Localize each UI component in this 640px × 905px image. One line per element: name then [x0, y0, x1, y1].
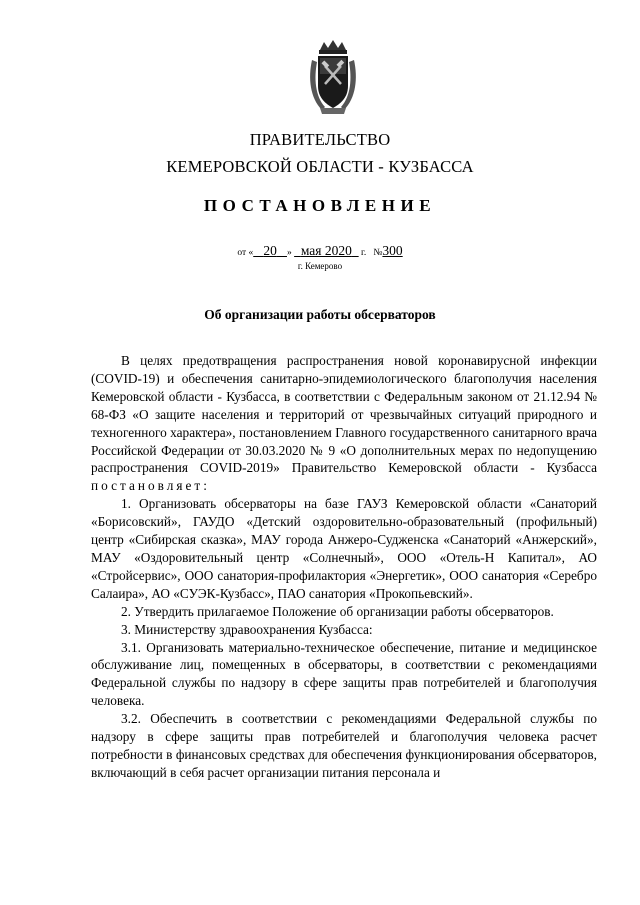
paragraph-preamble: В целях предотвращения распространения новой коронавирусной инфекции (COVID-19) и обеспечения санитарно-эпидемиологического благополучия населения Кемеровской области - Кузбасса, в соответствии с Федеральным законом от 21.12.94 № 68-ФЗ «О защите населения и территорий от чрезвычайных ситуаций природного и техногенного характера», постановлением Главного государственного санитарного врача Российской Федерации от 30.03.2020 № 9 «О дополнительных мерах по недопущению распространения COVID-2019» Правительство Кемеровской области - Кузбасса постановляет: — [91, 353, 597, 494]
city-label: г. Кемерово — [297, 261, 343, 271]
document-dateline — [0, 243, 640, 259]
date-close-quote: » — [286, 248, 292, 258]
document-subject: Об организации работы обсерваторов — [204, 307, 436, 322]
document-body — [91, 352, 597, 782]
paragraph-item-3-2: 3.2. Обеспечить в соответствии с рекомендациями Федеральной службы по надзору в сфере защиты прав потребителей и благополучия человека расчет потребности в финансовых средствах для обеспечения функционирования обсерваторов, включающий в себя расчет организации питания персонала и — [91, 711, 597, 780]
paragraph-item-3: 3. Министерству здравоохранения Кузбасса: — [121, 621, 373, 637]
resolves-word: постановляет: — [91, 478, 210, 494]
number-label: № — [373, 248, 383, 258]
paragraph-item-1: 1. Организовать обсерваторы на базе ГАУЗ Кемеровской области «Санаторий «Борисовский», ГАУДО «Детский оздоровительно-образовательный (профильный) центр «Сибирская сказка», МАУ города Анжеро-Судженска «Санаторий «Анжерский», МАУ «Оздоровительный центр «Солнечный», ООО «Отель-Н Капитал», АО «Стройсервис», ООО санатория-профилактория «Энергетик», ООО санатория «Серебро Салаира», АО «СУЭК-Кузбасс», ПАО санатория «Прокопьевский». — [91, 496, 597, 601]
coat-of-arms-icon — [306, 40, 360, 116]
org-name-line2: КЕМЕРОВСКОЙ ОБЛАСТИ - КУЗБАССА — [166, 157, 474, 176]
paragraph-item-3-1: 3.1. Организовать материально-техническое обеспечение, питание и медицинское обслуживание лиц, помещенных в обсерваторы, в соответствии с рекомендациями Федеральной службы по надзору в сфере защиты прав потребителей и благополучия человека. — [91, 639, 597, 709]
date-year-label: г. — [361, 248, 367, 258]
paragraph-item-2: 2. Утвердить прилагаемое Положение об организации работы обсерваторов. — [121, 603, 554, 619]
org-name-line1: ПРАВИТЕЛЬСТВО — [249, 130, 391, 149]
document-number: 300 — [382, 243, 403, 258]
date-day: 20 — [263, 243, 277, 258]
date-month-year: мая 2020 — [300, 243, 352, 258]
date-from-label: от « — [237, 248, 254, 258]
document-type-title: ПОСТАНОВЛЕНИЕ — [203, 196, 437, 215]
